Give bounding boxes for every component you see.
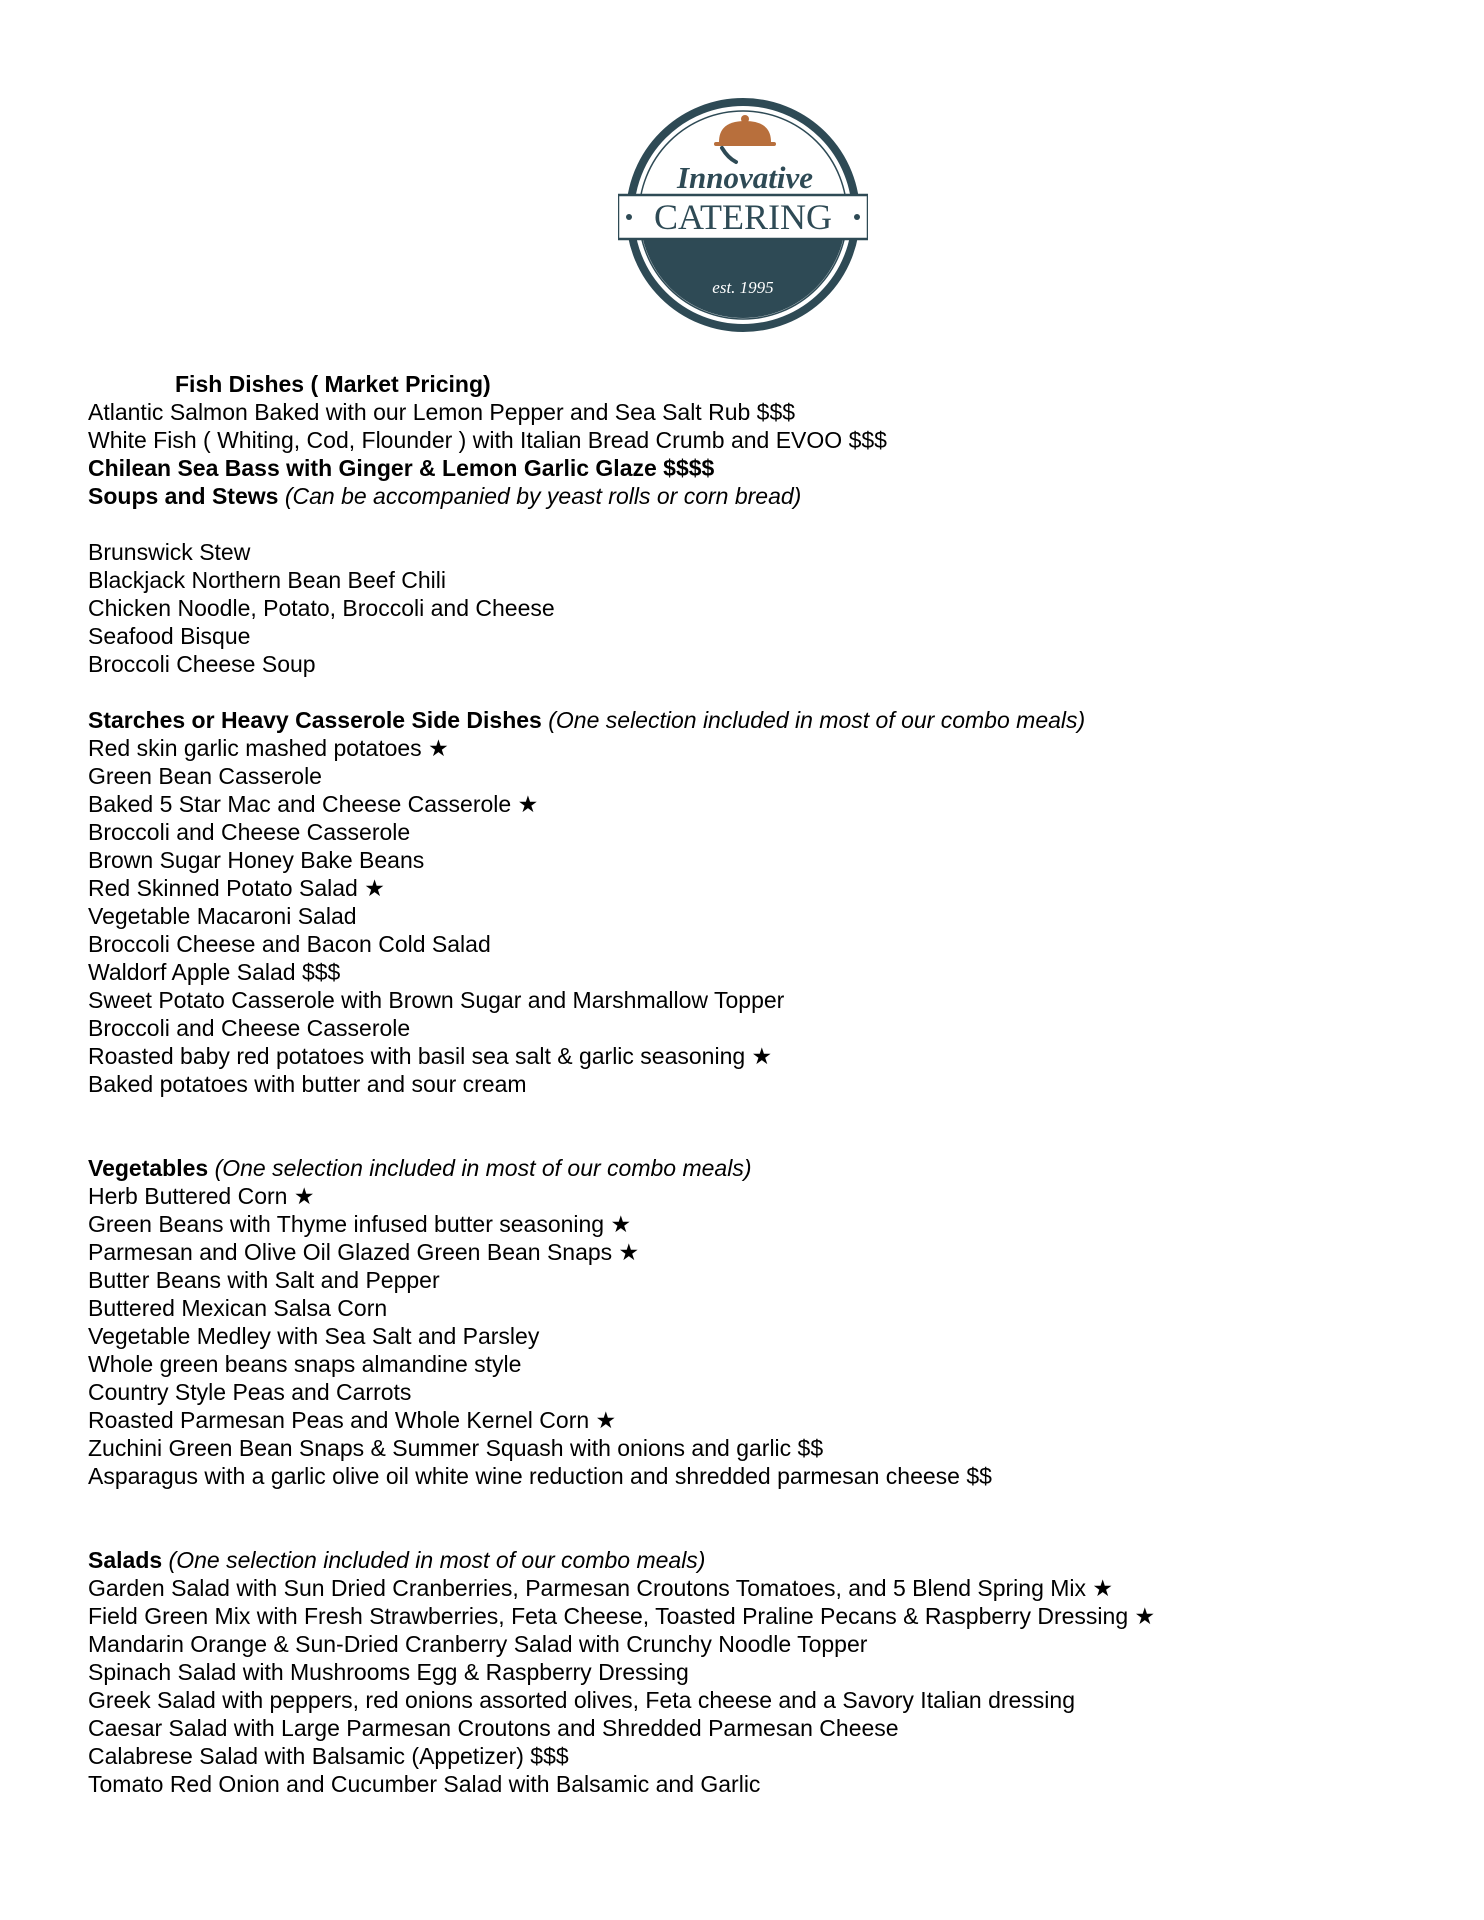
list-item: Garden Salad with Sun Dried Cranberries, Parmesan Croutons Tomatoes, and 5 Blend Spring Mix ★ — [88, 1575, 1114, 1601]
list-item: Brown Sugar Honey Bake Beans — [88, 847, 425, 873]
list-item: Calabrese Salad with Balsamic (Appetizer) $$$ — [88, 1743, 569, 1769]
list-item: Broccoli Cheese Soup — [88, 651, 316, 677]
salads-section-note: (One selection included in most of our combo meals) — [168, 1547, 706, 1573]
list-item: Waldorf Apple Salad $$$ — [88, 959, 341, 985]
salads-section-header — [88, 1546, 1428, 1574]
list-item: Baked potatoes with butter and sour cream — [88, 1071, 527, 1097]
list-item: Greek Salad with peppers, red onions assorted olives, Feta cheese and a Savory Italian dressing — [88, 1687, 1076, 1713]
list-item: Red Skinned Potato Salad ★ — [88, 875, 385, 901]
list-item: Parmesan and Olive Oil Glazed Green Bean Snaps ★ — [88, 1239, 640, 1265]
innovative-catering-logo — [618, 98, 868, 333]
list-item: White Fish ( Whiting, Cod, Flounder ) with Italian Bread Crumb and EVOO $$$ — [88, 427, 887, 453]
vegetables-section-title: Vegetables — [88, 1155, 209, 1181]
logo-est-text: est. 1995 — [712, 278, 774, 297]
soups-section-note: (Can be accompanied by yeast rolls or corn bread) — [284, 483, 802, 509]
list-item: Red skin garlic mashed potatoes ★ — [88, 735, 449, 761]
logo-main-text: CATERING — [654, 197, 832, 237]
list-item: Broccoli and Cheese Casserole — [88, 819, 411, 845]
list-item: Seafood Bisque — [88, 623, 251, 649]
list-item: Mandarin Orange & Sun-Dried Cranberry Salad with Crunchy Noodle Topper — [88, 1631, 868, 1657]
list-item: Green Bean Casserole — [88, 763, 322, 789]
starches-section-title: Starches or Heavy Casserole Side Dishes — [88, 707, 542, 733]
logo-script-text: Innovative — [676, 160, 814, 195]
list-item: Field Green Mix with Fresh Strawberries, Feta Cheese, Toasted Praline Pecans & Raspberry Dressing ★ — [88, 1603, 1156, 1629]
list-item: Caesar Salad with Large Parmesan Croutons and Shredded Parmesan Cheese — [88, 1715, 899, 1741]
list-item: Butter Beans with Salt and Pepper — [88, 1267, 440, 1293]
starches-section-note: (One selection included in most of our combo meals) — [548, 707, 1086, 733]
vegetables-section-header — [88, 1154, 1428, 1182]
list-item: Roasted baby red potatoes with basil sea salt & garlic seasoning ★ — [88, 1043, 773, 1069]
list-item: Country Style Peas and Carrots — [88, 1379, 412, 1405]
soups-section-header — [88, 482, 1428, 510]
list-item: Spinach Salad with Mushrooms Egg & Raspberry Dressing — [88, 1659, 689, 1685]
list-item: Baked 5 Star Mac and Cheese Casserole ★ — [88, 791, 539, 817]
list-item: Asparagus with a garlic olive oil white wine reduction and shredded parmesan cheese $$ — [88, 1463, 992, 1489]
list-item: Blackjack Northern Bean Beef Chili — [88, 567, 446, 593]
starches-section-header — [88, 706, 1428, 734]
list-item: Broccoli and Cheese Casserole — [88, 1015, 411, 1041]
list-item: Vegetable Macaroni Salad — [88, 903, 357, 929]
salads-section-title: Salads — [88, 1547, 163, 1573]
list-item: Tomato Red Onion and Cucumber Salad with Balsamic and Garlic — [88, 1771, 761, 1797]
soups-section-title: Soups and Stews — [88, 483, 279, 509]
menu-document — [88, 370, 1428, 1798]
list-item: Roasted Parmesan Peas and Whole Kernel Corn ★ — [88, 1407, 617, 1433]
list-item: Vegetable Medley with Sea Salt and Parsley — [88, 1323, 540, 1349]
vegetables-section-note: (One selection included in most of our combo meals) — [214, 1155, 752, 1181]
list-item: Broccoli Cheese and Bacon Cold Salad — [88, 931, 491, 957]
list-item: Herb Buttered Corn ★ — [88, 1183, 315, 1209]
list-item: Chicken Noodle, Potato, Broccoli and Cheese — [88, 595, 555, 621]
list-item: Sweet Potato Casserole with Brown Sugar and Marshmallow Topper — [88, 987, 785, 1013]
list-item: Chilean Sea Bass with Ginger & Lemon Garlic Glaze $$$$ — [88, 455, 715, 481]
list-item: Atlantic Salmon Baked with our Lemon Pepper and Sea Salt Rub $$$ — [88, 399, 796, 425]
list-item: Brunswick Stew — [88, 539, 251, 565]
list-item: Zuchini Green Bean Snaps & Summer Squash with onions and garlic $$ — [88, 1435, 824, 1461]
list-item: Green Beans with Thyme infused butter seasoning ★ — [88, 1211, 632, 1237]
list-item: Buttered Mexican Salsa Corn — [88, 1295, 388, 1321]
fish-section-title: Fish Dishes ( Market Pricing) — [175, 371, 491, 397]
list-item: Whole green beans snaps almandine style — [88, 1351, 522, 1377]
